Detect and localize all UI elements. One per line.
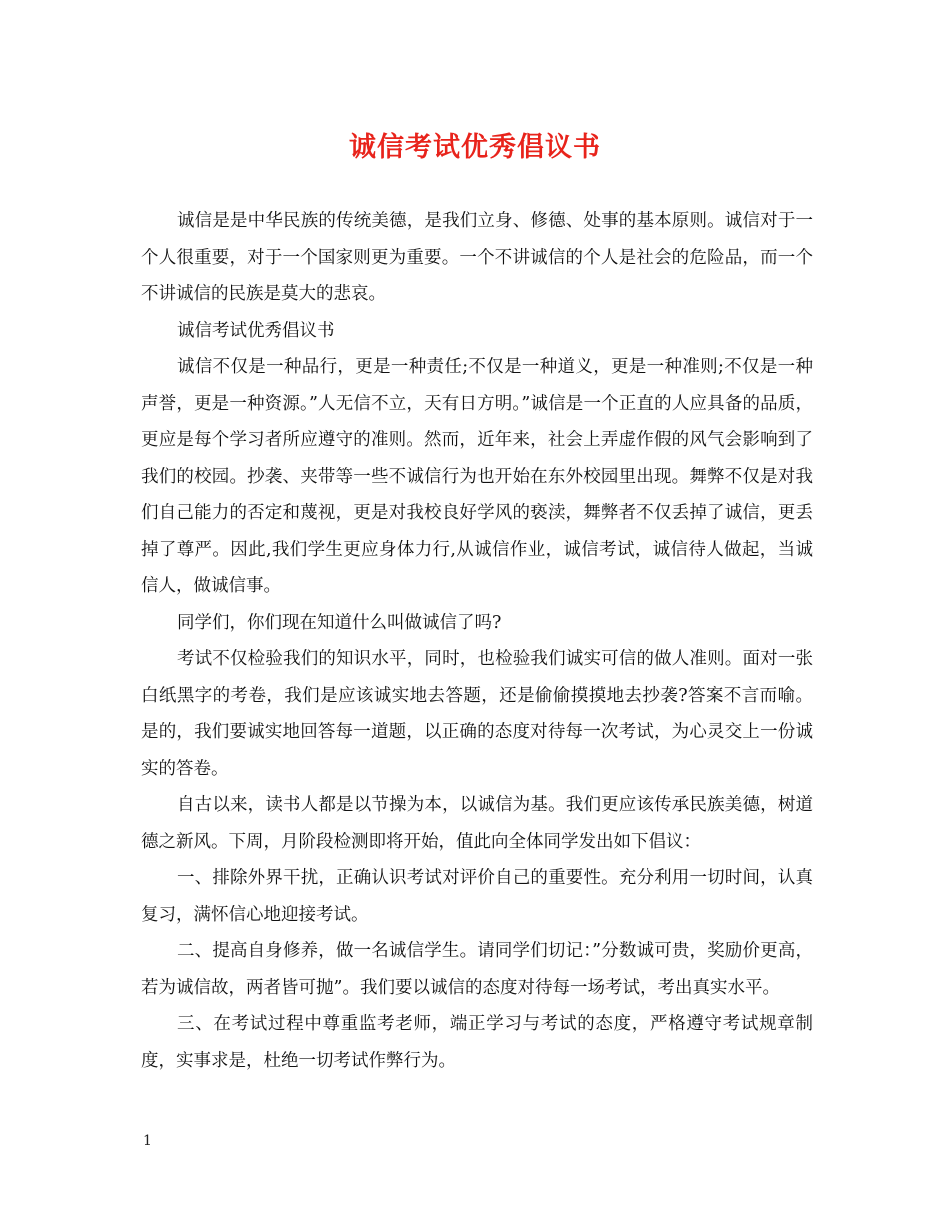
document-title: 诚信考试优秀倡议书 (349, 132, 601, 163)
document-body (141, 203, 813, 1079)
paragraph-9: 三、在考试过程中尊重监考老师，端正学习与考试的态度，严格遵守考试规章制度，实事求是，杜绝一切考试作弊行为。 (141, 1014, 813, 1071)
paragraph-7: 一、排除外界干扰，正确认识考试对评价自己的重要性。充分利用一切时间，认真复习，满怀信心地迎接考试。 (141, 868, 813, 925)
paragraph-6: 自古以来，读书人都是以节操为本，以诚信为基。我们更应该传承民族美德，树道德之新风。下周，月阶段检测即将开始，值此向全体同学发出如下倡议： (141, 795, 813, 852)
paragraph-3: 诚信不仅是一种品行，更是一种责任;不仅是一种道义，更是一种准则;不仅是一种声誉，更是一种资源。”人无信不立，天有日方明。”诚信是一个正直的人应具备的品质，更应是每个学习者所应遵守的准则。然而，近年来，社会上弄虚作假的风气会影响到了我们的校园。抄袭、夹带等一些不诚信行为也开始在东外校园里出现。舞弊不仅是对我们自己能力的否定和蔑视，更是对我校良好学风的亵渎，舞弊者不仅丢掉了诚信，更丢掉了尊严。因此,我们学生更应身体力行,从诚信作业，诚信考试，诚信待人做起，当诚信人，做诚信事。 (141, 357, 813, 596)
paragraph-1: 诚信是是中华民族的传统美德，是我们立身、修德、处事的基本原则。诚信对于一个人很重要，对于一个国家则更为重要。一个不讲诚信的个人是社会的危险品，而一个不讲诚信的民族是莫大的悲哀。 (141, 211, 813, 304)
paragraph-8: 二、提高自身修养，做一名诚信学生。请同学们切记：”分数诚可贵，奖励价更高，若为诚信故，两者皆可抛”。我们要以诚信的态度对待每一场考试，考出真实水平。 (141, 941, 813, 998)
paragraph-4: 同学们，你们现在知道什么叫做诚信了吗? (177, 612, 502, 633)
paragraph-2-subtitle: 诚信考试优秀倡议书 (177, 320, 335, 341)
page-number: 1 (143, 1133, 152, 1149)
paragraph-5: 考试不仅检验我们的知识水平，同时，也检验我们诚实可信的做人准则。面对一张白纸黑字的考卷，我们是应该诚实地去答题，还是偷偷摸摸地去抄袭?答案不言而喻。是的，我们要诚实地回答每一道题，以正确的态度对待每一次考试，为心灵交上一份诚实的答卷。 (141, 649, 813, 779)
